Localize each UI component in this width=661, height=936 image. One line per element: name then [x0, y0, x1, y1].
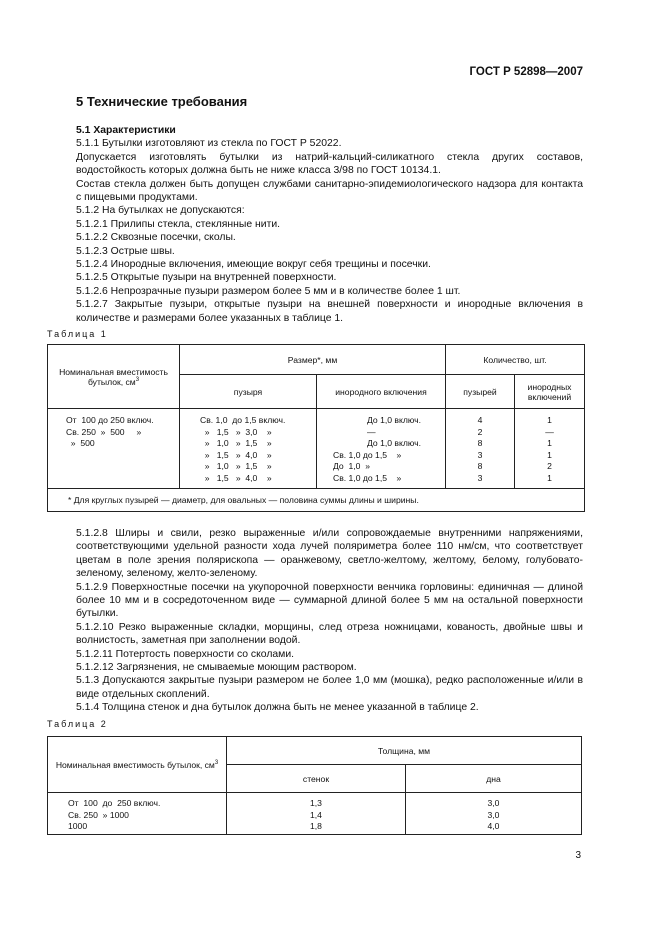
table2-header-capacity: Номинальная вместимость бутылок, $см^3$ — [48, 737, 227, 793]
subsection-heading: 5.1 Характеристики — [76, 125, 176, 136]
paragraph: 5.1.2.5 Открытые пузыри на внутренней поверхности. — [76, 272, 337, 284]
table1-header-count: Количество, шт. — [446, 345, 585, 375]
table1-col-bubble-size: Св. 1,0 до 1,5 включ. » 1,5 » 3,0 » » 1,0 » 1,5 » » 1,5 » 4,0 » » 1,0 » 1,5 » » 1,5 » 4,0 » — [180, 409, 317, 489]
paragraph: 5.1.2.7 Закрытые пузыри, открытые пузыри на внешней поверхности и инородные включения в количестве и размерами более указанных в таблице 1. — [76, 299, 583, 324]
table1-col-capacity: От 100 до 250 включ. Св. 250 » 500 » » 500 — [48, 409, 180, 489]
table1 — [47, 344, 585, 512]
paragraph: Состав стекла должен быть допущен службами санитарно-эпидемиологического надзора для контакта с пищевыми продуктами. — [76, 178, 583, 204]
table1-col-count-bubbles: 4 2 8 3 8 3 — [446, 409, 515, 489]
paragraph: 5.1.2.10 Резко выраженные складки, морщины, след отреза ножницами, кованость, двойные швы и волнистость, заметная при заполнении водой. — [76, 621, 583, 647]
requirements-text-a — [76, 124, 583, 325]
standard-number: ГОСТ Р 52898—2007 — [469, 66, 583, 78]
table2-header-bottom: дна — [406, 765, 582, 793]
paragraph: 5.1.2.8 Шлиры и свили, резко выраженные и/или сопровождаемые внутренними напряжениями, соответствующими удельной разности хода лучей поляриметра более 110 нм/см, что соответствует цветам в поле зрения полярископа — оранжевому, светло-желтому, желтому, белому, голубовато-зеленому, зеленому, желто-зеленому. — [76, 528, 583, 580]
table2-col-capacity: От 100 до 250 включ. Св. 250 » 1000 1000 — [48, 793, 227, 835]
table1-header-count-bubbles: пузырей — [446, 375, 515, 409]
table1-caption: Таблица 1 — [47, 329, 108, 339]
table1-header-bubbles: пузыря — [180, 375, 317, 409]
requirements-text-b — [76, 527, 583, 715]
paragraph: 5.1.2.2 Сквозные посечки, сколы. — [76, 232, 236, 244]
table1-header-inclusions: инородного включения — [317, 375, 446, 409]
paragraph: 5.1.2.9 Поверхностные посечки на укупорочной поверхности венчика горловины: единичная — длиной более 10 мм и в сосредоточенном виде — суммарной длиной более 5 мм на остальной поверхности бутылки. — [76, 581, 583, 620]
paragraph: 5.1.2.6 Непрозрачные пузыри размером более 5 мм и в количестве более 1 шт. — [76, 285, 461, 297]
section-title: 5 Технические требования — [76, 94, 248, 109]
paragraph: 5.1.3 Допускаются закрытые пузыри размером не более 1,0 мм (мошка), редко расположенные и/или в виде отдельных скоплений. — [76, 675, 583, 700]
paragraph: 5.1.2.3 Острые швы. — [76, 245, 175, 257]
paragraph: 5.1.1 Бутылки изготовляют из стекла по ГОСТ Р 52022. — [76, 138, 342, 150]
paragraph: 5.1.4 Толщина стенок и дна бутылок должна быть не менее указанной в таблице 2. — [76, 702, 479, 714]
paragraph: 5.1.2.4 Инородные включения, имеющие вокруг себя трещины и посечки. — [76, 259, 431, 271]
table1-col-count-inclusions: 1 — 1 1 2 1 — [515, 409, 585, 489]
table2-header-walls: стенок — [227, 765, 406, 793]
table1-col-inclusion-size: До 1,0 включ. — До 1,0 включ. Св. 1,0 до 1,5 » До 1,0 » Св. 1,0 до 1,5 » — [317, 409, 446, 489]
paragraph: 5.1.2.1 Прилипы стекла, стеклянные нити. — [76, 218, 281, 230]
table2 — [47, 736, 582, 835]
paragraph: 5.1.2.11 Потертость поверхности со сколами. — [76, 648, 295, 660]
table1-header-size: Размер*, мм — [180, 345, 446, 375]
table2-col-bottom: 3,0 3,0 4,0 — [406, 793, 582, 835]
paragraph: Допускается изготовлять бутылки из натрий-кальций-силикатного стекла других составов, водостойкость которых должна быть не ниже класса 3/98 по ГОСТ 10134.1. — [76, 151, 583, 177]
table2-header-thickness: Толщина, мм — [227, 737, 582, 765]
table1-header-count-inclusions: инородных включений — [515, 375, 585, 409]
table2-col-walls: 1,3 1,4 1,8 — [227, 793, 406, 835]
paragraph: 5.1.2 На бутылках не допускаются: — [76, 205, 245, 217]
page-number: 3 — [575, 850, 581, 861]
table1-footnote: * Для круглых пузырей — диаметр, для овальных — половина суммы длины и ширины. — [48, 489, 585, 512]
paragraph: 5.1.2.12 Загрязнения, не смываемые моющим раствором. — [76, 662, 357, 674]
table2-caption: Таблица 2 — [47, 719, 108, 729]
table1-header-capacity: Номинальная вместимость бутылок, $см^3$ — [48, 345, 180, 409]
